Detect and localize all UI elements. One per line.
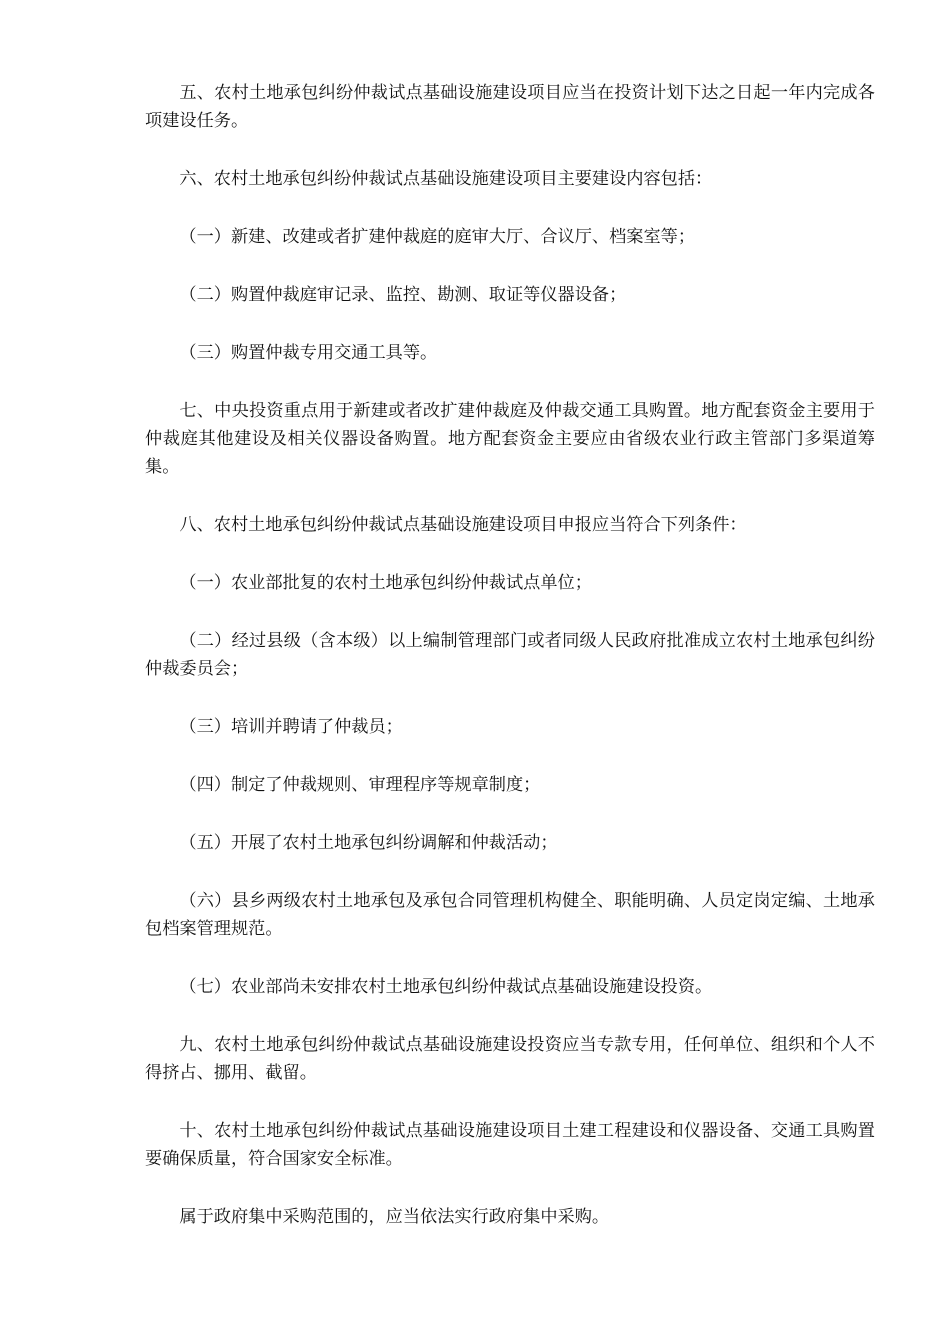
paragraph-8-item-4: （四）制定了仲裁规则、审理程序等规章制度； <box>179 775 541 795</box>
paragraph-5: 五、农村土地承包纠纷仲裁试点基础设施建设项目应当在投资计划下达之日起一年内完成各项建设任务。 <box>145 83 875 131</box>
paragraph-6-item-3: （三）购置仲裁专用交通工具等。 <box>179 343 438 363</box>
paragraph-8-item-5: （五）开展了农村土地承包纠纷调解和仲裁活动； <box>179 833 558 853</box>
paragraph-8-item-6: （六）县乡两级农村土地承包及承包合同管理机构健全、职能明确、人员定岗定编、土地承包档案管理规范。 <box>145 891 875 939</box>
paragraph-6: 六、农村土地承包纠纷仲裁试点基础设施建设项目主要建设内容包括： <box>179 169 713 189</box>
paragraph-6-item-1: （一）新建、改建或者扩建仲裁庭的庭审大厅、合议厅、档案室等； <box>179 227 696 247</box>
paragraph-8: 八、农村土地承包纠纷仲裁试点基础设施建设项目申报应当符合下列条件： <box>179 515 747 535</box>
paragraph-8-item-3: （三）培训并聘请了仲裁员； <box>179 717 403 737</box>
paragraph-10: 十、农村土地承包纠纷仲裁试点基础设施建设项目土建工程建设和仪器设备、交通工具购置要确保质量，符合国家安全标准。 <box>145 1121 875 1169</box>
paragraph-8-item-7: （七）农业部尚未安排农村土地承包纠纷仲裁试点基础设施建设投资。 <box>179 977 713 997</box>
paragraph-10-note: 属于政府集中采购范围的，应当依法实行政府集中采购。 <box>179 1207 610 1227</box>
paragraph-8-item-1: （一）农业部批复的农村土地承包纠纷仲裁试点单位； <box>179 573 592 593</box>
paragraph-9: 九、农村土地承包纠纷仲裁试点基础设施建设投资应当专款专用，任何单位、组织和个人不得挤占、挪用、截留。 <box>145 1035 875 1083</box>
paragraph-6-item-2: （二）购置仲裁庭审记录、监控、勘测、取证等仪器设备； <box>179 285 627 305</box>
document-body <box>145 79 875 1261</box>
paragraph-7: 七、中央投资重点用于新建或者改扩建仲裁庭及仲裁交通工具购置。地方配套资金主要用于仲裁庭其他建设及相关仪器设备购置。地方配套资金主要应由省级农业行政主管部门多渠道筹集。 <box>145 401 875 477</box>
paragraph-8-item-2: （二）经过县级（含本级）以上编制管理部门或者同级人民政府批准成立农村土地承包纠纷仲裁委员会； <box>145 631 875 679</box>
